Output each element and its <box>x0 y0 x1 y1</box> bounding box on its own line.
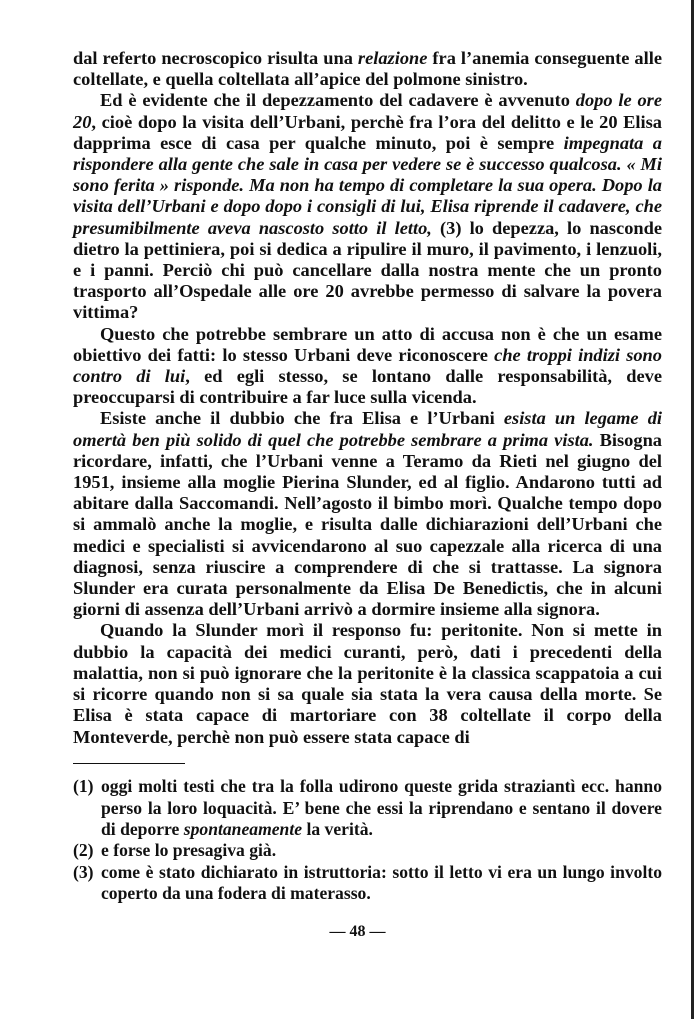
page-edge-shadow <box>691 0 694 1019</box>
text-run: la verità. <box>302 819 373 840</box>
paragraph <box>73 620 662 747</box>
footnote-text <box>101 862 662 905</box>
text-run: oggi molti testi che tra la folla udirono queste grida straziantì ecc. hanno perso la loro loquacità. E’ bene che essi la riprendano e sentano il dovere di deporre <box>101 776 662 840</box>
text-run: Bisogna ricordare, infatti, che l’Urbani venne a Teramo da Rieti nel giugno del 1951, insieme alla moglie Pierina Slunder, ed al figlio. Andarono tutti ad abitare dalla Saccomandi. Nell’agosto il bimbo morì. Qualche tempo dopo si ammalò anche la moglie, e risulta dalle dichiarazioni dell’Urbani che medici e specialisti si avvicendarono al suo capezzale alla ricerca di una diagnosi, senza riuscire a comprendere di che si trattasse. La signora Slunder era curata personalmente da Elisa De Benedictis, che in alcuni giorni di assenza dell’Urbani arrivò a dormire insieme alla signora. <box>73 429 662 620</box>
main-text <box>73 48 662 748</box>
text-run: come è stato dichiarato in istruttoria: sotto il letto vi era un lungo involto coperto da una fodera di materasso. <box>101 861 662 904</box>
footnote <box>73 776 662 840</box>
footnote-number: (2) <box>73 840 94 861</box>
text-run: fra l’anemia conseguente alle coltellate, e quella coltellata all’apice del polmone sinistro. <box>73 48 662 90</box>
italic-text: esista un legame di omertà ben più solido di quel che potrebbe sembrare a prima vista. <box>73 408 662 450</box>
italic-text: che troppi indizi sono contro di lui <box>73 344 662 387</box>
paragraph <box>73 48 662 90</box>
footnote <box>73 840 662 861</box>
italic-text: dopo le ore 20 <box>73 90 662 132</box>
footnote <box>73 862 662 905</box>
italic-text: impegnata a rispondere alla gente che sale in casa per vedere se è successo qualcosa. « Mi sono ferita » risponde. Ma non ha tempo di completare la sua opera. Dopo la visita dell’Urbani e dopo dopo i consigli di lui, Elisa riprende il cadavere, che presumibilmente aveva nascosto sotto il letto, <box>73 132 662 238</box>
footnotes <box>73 776 662 904</box>
text-run: Esiste anche il dubbio che fra Elisa e l’Urbani <box>100 408 504 429</box>
text-run: Questo che potrebbe sembrare un atto di accusa non è che un esame obiettivo dei fatti: lo stesso Urbani deve riconoscere <box>73 323 662 365</box>
text-run: , ed egli stesso, se lontano dalle responsabilità, deve preoccuparsi di contribuire a far luce sulla vicenda. <box>73 366 662 408</box>
text-run: e forse lo presagiva già. <box>101 840 277 861</box>
footnote-number: (1) <box>73 776 94 797</box>
page-number: — 48 — <box>329 922 386 940</box>
footnote-number: (3) <box>73 861 94 882</box>
text-run: Ed è evidente che il depezzamento del cadavere è avvenuto <box>100 90 576 111</box>
footnote-text <box>101 776 662 840</box>
text-run: dal referto necroscopico risulta una <box>73 48 358 68</box>
paragraph <box>73 408 662 620</box>
footnote-separator <box>73 763 185 765</box>
text-run: , cioè dopo la visita dell’Urbani, perchè fra l’ora del delitto e le 20 Elisa dapprima esce di casa per qualche minuto, poi è sempre <box>73 111 662 153</box>
paragraph <box>73 90 662 323</box>
italic-text: relazione <box>357 48 428 68</box>
text-run: Quando la Slunder morì il responso fu: peritonite. Non si mette in dubbio la capacità dei medici curanti, però, dati i precedenti della malattia, non si può ignorare che la peritonite è la classica scappatoia a cui si ricorre quando non si sa quale sia stata la vera causa della morte. Se Elisa è stata capace di martoriare con 38 coltellate il corpo della Monteverde, perchè non può essere stata capace di <box>73 620 662 747</box>
paragraph <box>73 324 662 409</box>
italic-text: spontaneamente <box>183 819 303 840</box>
text-run: (3) lo depezza, lo nasconde dietro la pettiniera, poi si dedica a ripulire il muro, il pavimento, i lenzuoli, e i panni. Perciò chi può cancellare dalla nostra mente che un pronto trasporto all’Ospedale alle ore 20 avrebbe permesso di salvare la povera vittima? <box>73 217 663 323</box>
footnote-text <box>101 840 662 861</box>
